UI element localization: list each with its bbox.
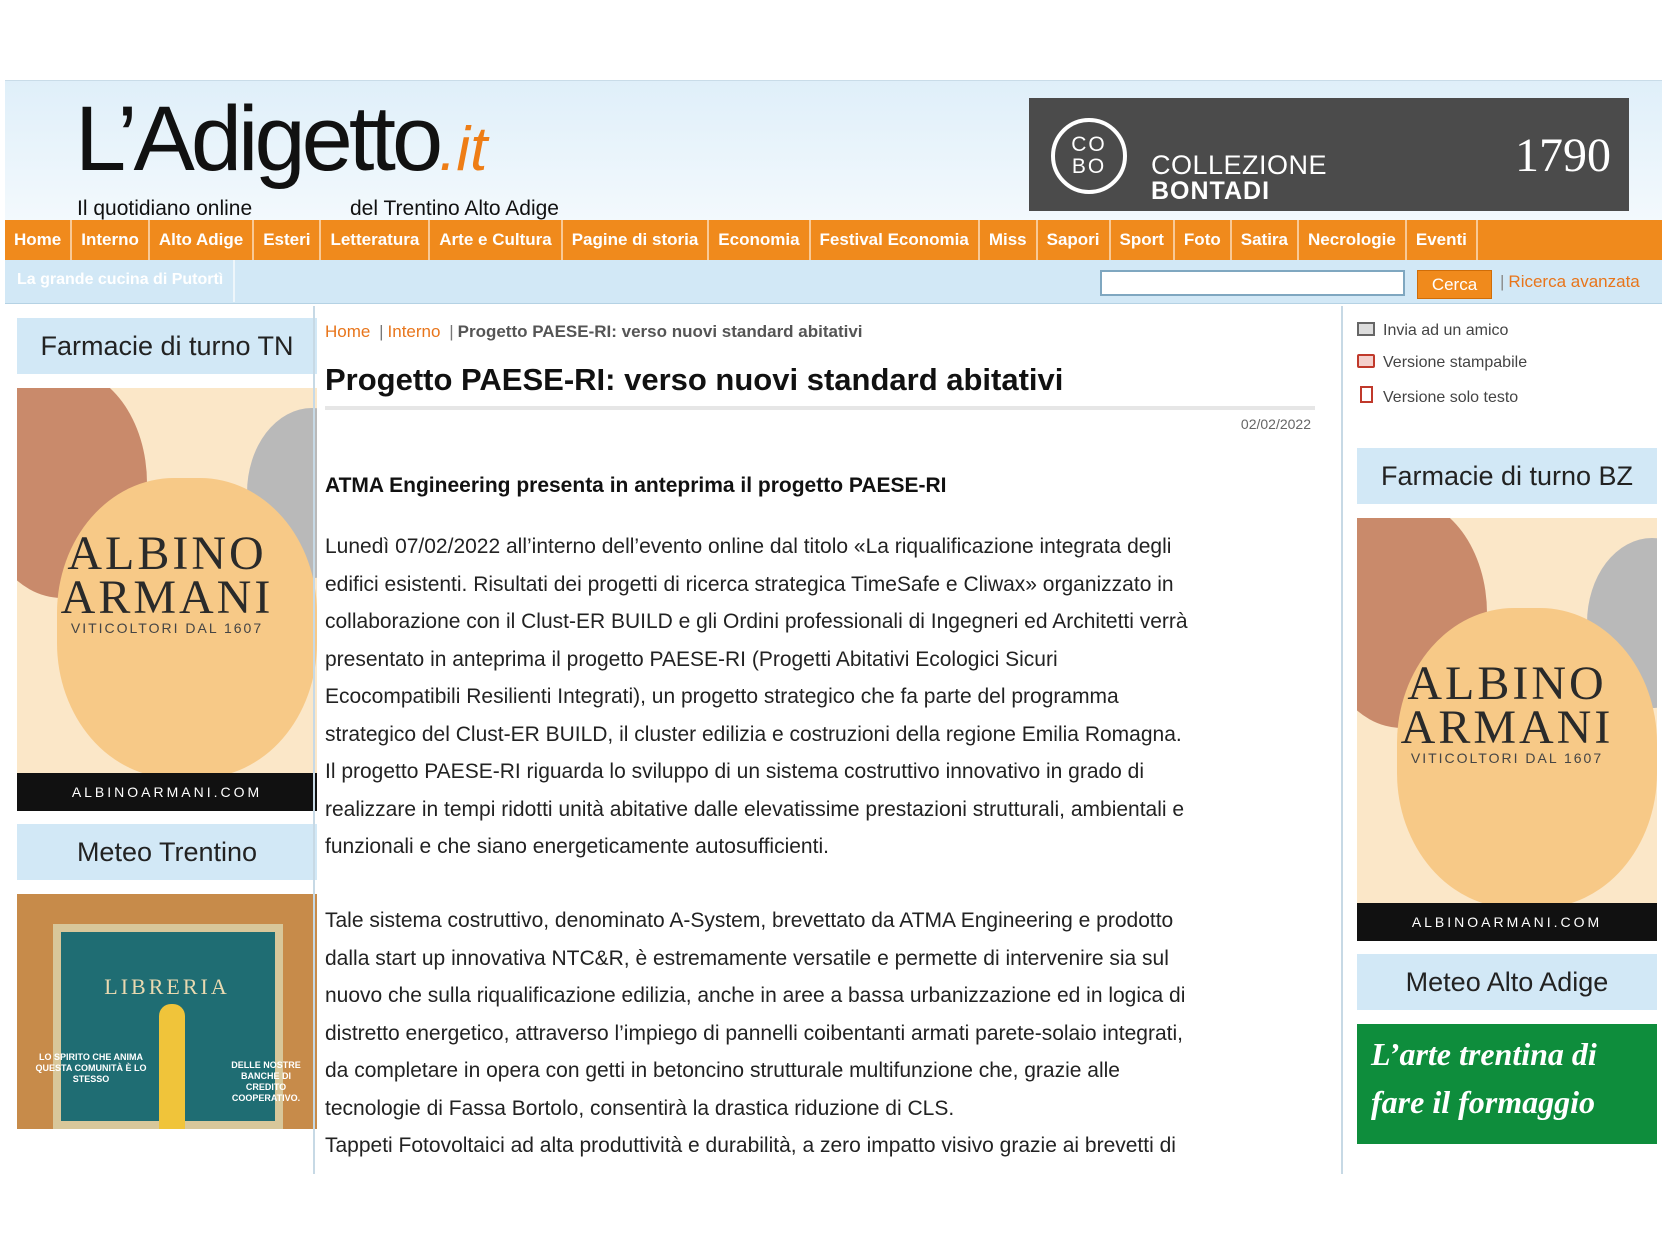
main-nav: [5, 220, 1662, 260]
print-version-label: Versione stampabile: [1383, 354, 1528, 371]
person-figure: [159, 1004, 185, 1129]
paragraph-line: da completare in opera con getti in betoncino strutturale multifunzione che, grazie alle: [325, 1059, 1120, 1082]
libreria-caption-right: DELLE NOSTRE BANCHE DI CREDITO COOPERATIVO.: [231, 1060, 301, 1103]
paragraph-line: collaborazione con il Clust-ER BUILD e gli Ordini professionali di Ingegneri ed Architetti verrà: [325, 610, 1188, 633]
cobo-logo-line1: CO: [1071, 133, 1107, 156]
ad-viticoltori-text: VITICOLTORI DAL 1607: [1410, 750, 1604, 766]
paragraph-line: strategico del Clust-ER BUILD, il cluster edilizia e costruzioni della regione Emilia Romagna.: [325, 722, 1182, 746]
ad-footer-url: ALBINOARMANI.COM: [1357, 903, 1657, 941]
formaggio-ad-line2: fare il formaggio: [1371, 1084, 1595, 1120]
article-column: [313, 306, 1343, 1174]
breadcrumb: [325, 322, 863, 342]
nav-item-interno[interactable]: Interno: [72, 220, 150, 260]
nav-item-necrologie[interactable]: Necrologie: [1299, 220, 1407, 260]
nav-item-home[interactable]: Home: [5, 220, 72, 260]
advanced-search-link[interactable]: Ricerca avanzata: [1508, 272, 1640, 291]
formaggio-ad[interactable]: [1357, 1024, 1657, 1144]
envelope-icon: [1357, 322, 1375, 336]
cobo-logo-line2: BO: [1071, 155, 1107, 178]
nav-item-festival-economia[interactable]: Festival Economia: [811, 220, 980, 260]
document-icon: [1360, 386, 1373, 403]
nav-item-sapori[interactable]: Sapori: [1038, 220, 1111, 260]
paragraph-line: Lunedì 07/02/2022 all’interno dell’evento online dal titolo «La riqualificazione integrata degli: [325, 535, 1172, 558]
nav-item-esteri[interactable]: Esteri: [254, 220, 321, 260]
article-date: 02/02/2022: [1240, 416, 1311, 432]
nav-item-arte-e-cultura[interactable]: Arte e Cultura: [430, 220, 562, 260]
search-button[interactable]: Cerca: [1417, 270, 1492, 299]
breadcrumb-section[interactable]: Interno: [387, 322, 441, 341]
search-input[interactable]: [1100, 270, 1405, 296]
formaggio-ad-line1: L’arte trentina di: [1371, 1036, 1597, 1072]
send-to-friend-link[interactable]: [1357, 322, 1508, 340]
ad-footer-url: ALBINOARMANI.COM: [17, 773, 317, 811]
libreria-sign: LIBRERIA: [104, 974, 230, 999]
site-page: [5, 80, 1662, 1174]
paragraph-line: Il progetto PAESE-RI riguarda lo sviluppo di un sistema costruttivo innovativo in grado di: [325, 760, 1145, 783]
ad-armani-text: ARMANI: [60, 571, 274, 624]
nav-item-letteratura[interactable]: Letteratura: [321, 220, 430, 260]
breadcrumb-home[interactable]: Home: [325, 322, 371, 341]
advanced-search: [1500, 272, 1640, 292]
ad-albino-text: ALBINO: [1407, 657, 1607, 710]
paragraph-line: Tappeti Fotovoltaici ad alta produttività e durabilità, a zero impatto visivo grazie ai brevetti di: [325, 1134, 1176, 1157]
right-sidebar: [1345, 306, 1662, 1174]
albino-armani-ad-left[interactable]: [17, 388, 317, 811]
libreria-ad[interactable]: [17, 894, 317, 1129]
nav-item-grande-cucina[interactable]: La grande cucina di Putortì: [17, 260, 235, 302]
printer-icon: [1357, 354, 1375, 368]
sub-nav: [5, 260, 1662, 304]
paragraph-line: edifici esistenti. Risultati dei progetti di ricerca strategica TimeSafe e Cliwax» organizzato in: [325, 572, 1174, 596]
breadcrumb-current: Progetto PAESE-RI: verso nuovi standard abitativi: [457, 322, 863, 341]
meteo-trentino-title[interactable]: Meteo Trentino: [17, 824, 317, 880]
nav-item-satira[interactable]: Satira: [1232, 220, 1299, 260]
cobo-logo-icon: [1051, 118, 1127, 194]
ad-armani-text: ARMANI: [1400, 701, 1614, 754]
breadcrumb-separator: |: [449, 322, 454, 341]
farmacie-bz-title[interactable]: Farmacie di turno BZ: [1357, 448, 1657, 504]
paragraph-line: funzionali e che siano energeticamente autosufficienti.: [325, 835, 829, 858]
collezione-bontadi-banner[interactable]: [1029, 98, 1629, 211]
paragraph-line: Ecocompatibili Resilienti Integrati), un progetto strategico che fa parte del programma: [325, 685, 1119, 708]
meteo-alto-adige-title[interactable]: Meteo Alto Adige: [1357, 954, 1657, 1010]
libreria-caption-left: LO SPIRITO CHE ANIMA QUESTA COMUNITÀ È LO STESSO: [35, 1052, 147, 1084]
banner-line2: BONTADI: [1151, 177, 1271, 205]
nav-item-economia[interactable]: Economia: [709, 220, 810, 260]
ad-albino-text: ALBINO: [67, 527, 267, 580]
site-logo[interactable]: [75, 88, 595, 220]
text-only-label: Versione solo testo: [1383, 389, 1519, 406]
nav-item-alto-adige[interactable]: Alto Adige: [150, 220, 254, 260]
paragraph-line: Tale sistema costruttivo, denominato A-System, brevettato da ATMA Engineering e prodotto: [325, 909, 1174, 932]
article-paragraph-2: [325, 902, 1325, 1165]
site-header: [5, 80, 1662, 220]
send-to-friend-label: Invia ad un amico: [1383, 322, 1509, 339]
logo-brand-name: L’Adigetto: [75, 88, 440, 190]
paragraph-line: dalla start up innovativa NTC&R, è estremamente versatile e permette di intervenire sia sul: [325, 946, 1169, 970]
farmacie-tn-title[interactable]: Farmacie di turno TN: [17, 318, 317, 374]
albino-armani-ad-right[interactable]: [1357, 518, 1657, 941]
article-title: Progetto PAESE-RI: verso nuovi standard abitativi: [325, 362, 1064, 397]
nav-item-eventi[interactable]: Eventi: [1407, 220, 1478, 260]
nav-item-sport[interactable]: Sport: [1111, 220, 1175, 260]
nav-item-foto[interactable]: Foto: [1175, 220, 1232, 260]
article-paragraph-1: [325, 528, 1325, 866]
left-sidebar: [5, 306, 315, 1174]
article-lead: ATMA Engineering presenta in anteprima il progetto PAESE-RI: [325, 474, 947, 497]
print-version-link[interactable]: [1357, 354, 1527, 372]
advanced-search-separator: |: [1500, 272, 1505, 291]
ad-viticoltori-text: VITICOLTORI DAL 1607: [70, 620, 264, 636]
paragraph-line: distretto energetico, attraverso l’impiego di pannelli coibentanti armati parete-solaio integrati,: [325, 1021, 1183, 1045]
paragraph-line: tecnologie di Fassa Bortolo, consentirà la drastica riduzione di CLS.: [325, 1096, 955, 1120]
paragraph-line: realizzare in tempi ridotti unità abitative dalle elevatissime prestazioni strutturali, ambientali e: [325, 797, 1185, 821]
nav-item-pagine-di-storia[interactable]: Pagine di storia: [563, 220, 710, 260]
logo-tagline-left: Il quotidiano online: [77, 197, 253, 220]
nav-item-miss[interactable]: Miss: [980, 220, 1038, 260]
paragraph-line: presentato in anteprima il progetto PAESE-RI (Progetti Abitativi Ecologici Sicuri: [325, 647, 1058, 671]
breadcrumb-separator: |: [379, 322, 384, 341]
text-only-link[interactable]: [1357, 386, 1518, 407]
banner-line1: COLLEZIONE: [1151, 150, 1328, 180]
logo-brand-tld: .it: [439, 115, 488, 184]
logo-tagline-right: del Trentino Alto Adige: [350, 197, 559, 220]
paragraph-line: nuovo che sulla riqualificazione edilizia, anche in aree a bassa urbanizzazione ed in logica di: [325, 984, 1186, 1007]
banner-year: 1790: [1515, 129, 1611, 182]
logo-brand: [75, 88, 488, 190]
title-divider: [325, 406, 1315, 410]
